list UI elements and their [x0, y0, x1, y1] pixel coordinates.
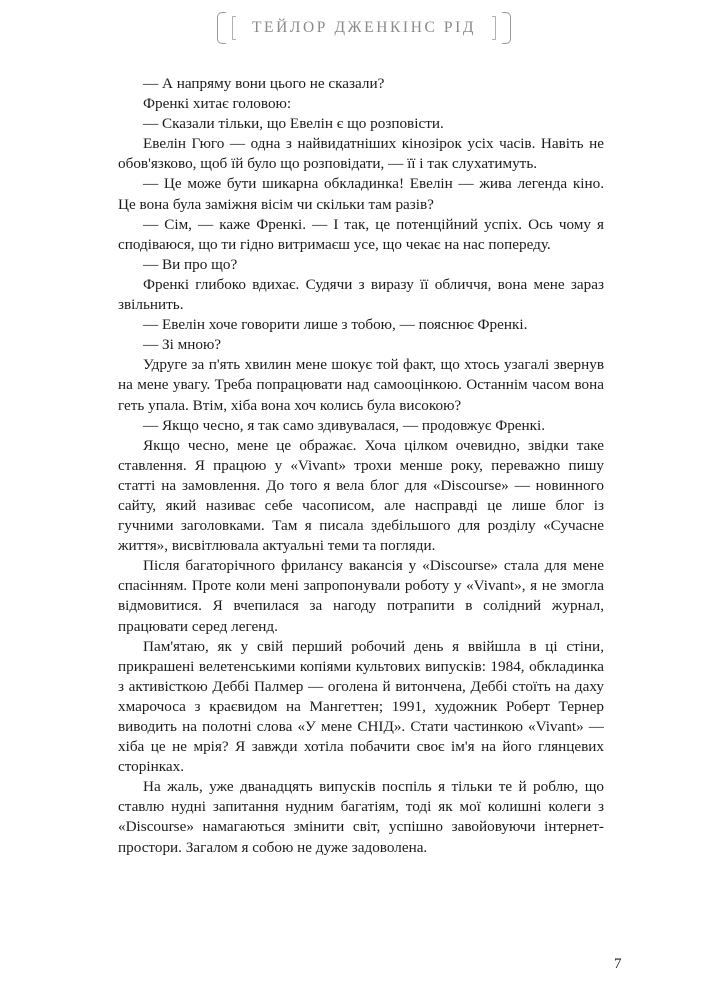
paragraph: Якщо чесно, мене це ображає. Хоча цілком очевидно, звідки таке ставлення. Я працюю у «Vivant» трохи менше року, переважно пишу статті на замовлення. До того я вела блог для «Discourse» — новинного сайту, який називає себе часописом, але насправді це лише блог із гучними заголовками. Там я писала здебільшого для розділу «Сучасне життя», висвітлювала актуальні теми та погляди.	[118, 436, 604, 555]
running-title: ТЕЙЛОР ДЖЕНКІНС РІД	[251, 19, 477, 36]
paragraph: — А напряму вони цього не сказали?	[143, 75, 385, 92]
paragraph: — Якщо чесно, я так само здивувалася, — продовжує Френкі.	[143, 416, 546, 434]
paragraph: — Це може бути шикарна обкладинка! Евелін — жива легенда кіно. Це вона була заміжня вісім чи скільки там разів?	[118, 175, 604, 213]
ornament-inner-right	[492, 16, 496, 40]
running-header	[0, 10, 728, 46]
paragraph: Удруге за п'ять хвилин мене шокує той факт, що хтось узагалі звернув на мене увагу. Треба попрацювати над самооцінкою. Останнім часом вона геть упала. Втім, хіба вона хоч колись була високою?	[118, 356, 604, 414]
paragraph: Евелін Гюго — одна з найвидатніших кінозірок усіх часів. Навіть не обов'язково, щоб їй було що розповідати, — її і так слухатимуть.	[118, 135, 604, 173]
ornament-bracket-left	[217, 12, 226, 44]
header-ornament-frame	[217, 12, 511, 44]
paragraph: — Евелін хоче говорити лише з тобою, — пояснює Френкі.	[143, 316, 528, 334]
paragraph: Френкі хитає головою:	[143, 95, 292, 113]
paragraph: — Сказали тільки, що Евелін є що розповісти.	[143, 115, 444, 133]
paragraph: — Ви про що?	[143, 255, 238, 273]
ornament-inner-left	[232, 16, 236, 40]
page-number: 7	[614, 956, 622, 972]
paragraph: На жаль, уже дванадцять випусків поспіль я тільки те й роблю, що ставлю нудні запитання нудним багатіям, тоді як мої колишні колеги з «Discourse» намагаються змінити світ, успішно завойовуючи інтернет-простори. Загалом я собою не дуже задоволена.	[118, 778, 604, 856]
paragraph: Після багаторічного фрилансу вакансія у «Discourse» стала для мене спасінням. Проте коли мені запропонували роботу у «Vivant», я не змогла відмовитися. Я вчепилася за нагоду потрапити в солідний журнал, працювати серед легенд.	[118, 557, 604, 635]
body-text	[118, 74, 604, 858]
paragraph: Пам'ятаю, як у свій перший робочий день я ввійшла в ці стіни, прикрашені велетенськими копіями культових випусків: 1984, обкладинка з активісткою Деббі Палмер — оголена й витончена, Деббі стоїть на даху хмарочоса з краєвидом на Мангеттен; 1991, художник Роберт Тернер виводить на полотні слова «У мене СНІД». Стати частинкою «Vivant» — хіба це не мрія? Я завжди хотіла побачити своє ім'я на його глянцевих сторінках.	[118, 637, 604, 776]
paragraph: — Сім, — каже Френкі. — І так, це потенційний успіх. Ось чому я сподіваюся, що ти гідно витримаєш усе, що чекає на нас попереду.	[118, 215, 604, 253]
paragraph: — Зі мною?	[143, 336, 222, 354]
paragraph: Френкі глибоко вдихає. Судячи з виразу її обличчя, вона мене зараз звільнить.	[118, 275, 604, 314]
ornament-bracket-right	[502, 12, 511, 44]
